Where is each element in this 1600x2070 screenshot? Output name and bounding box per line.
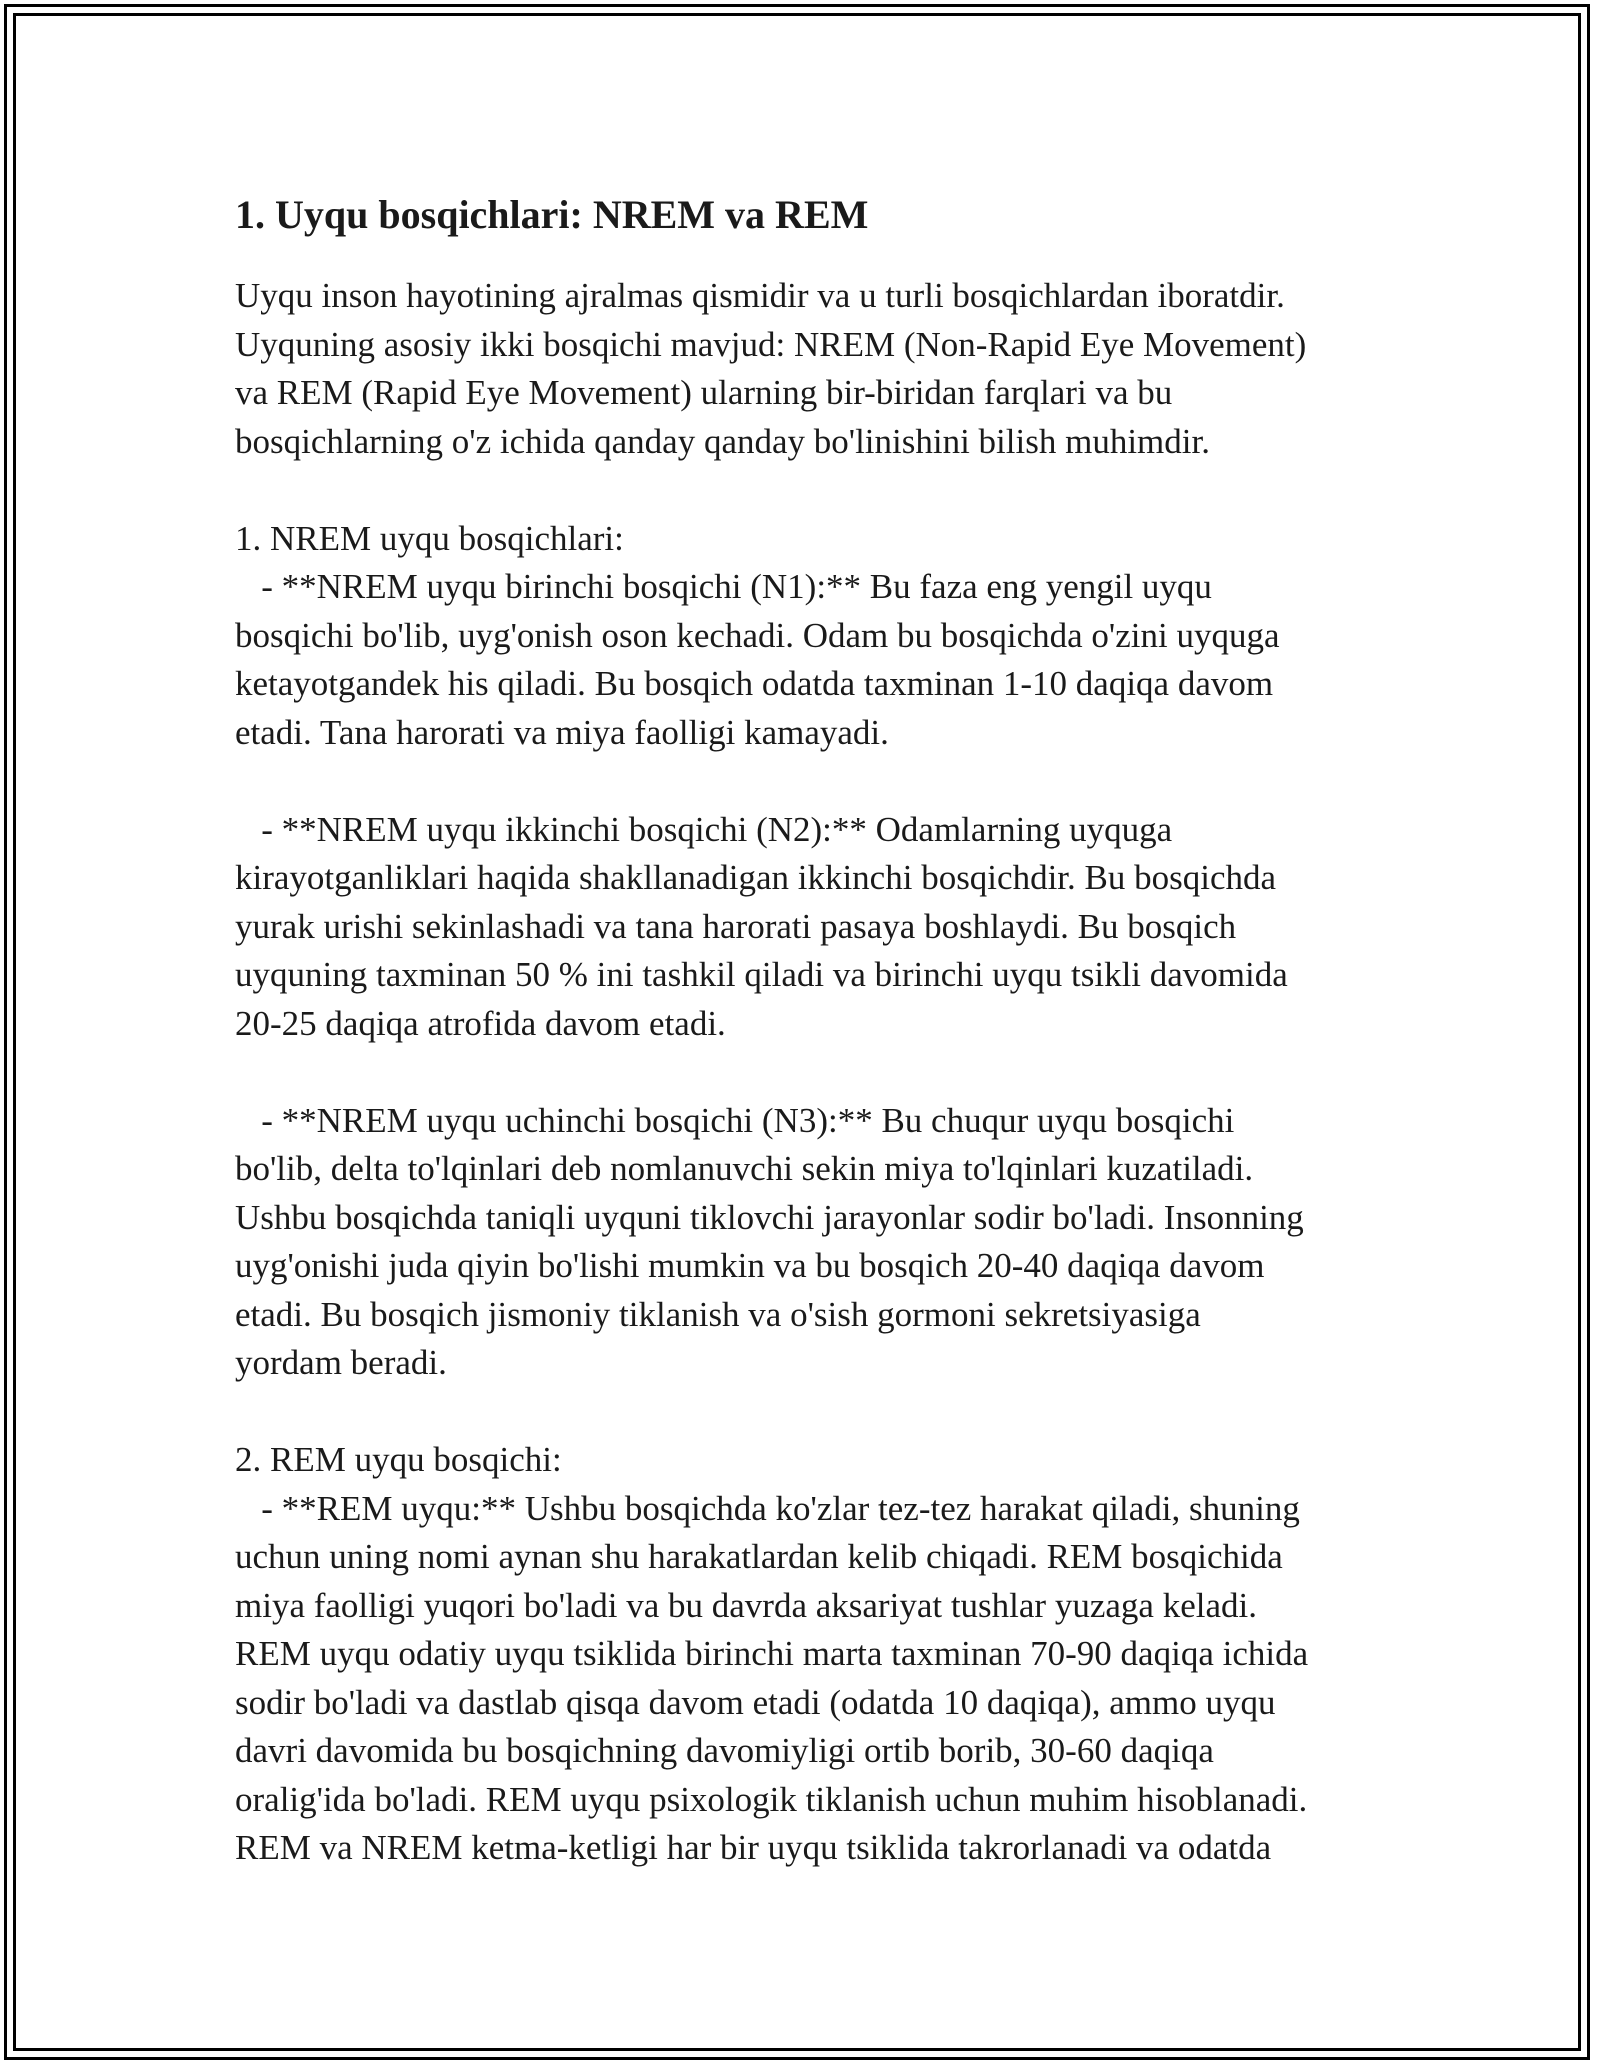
text-line: etadi. Tana harorati va miya faolligi kamayadi. — [235, 712, 889, 752]
text-line: - **NREM uyqu uchinchi bosqichi (N3):** Bu chuqur uyqu bosqichi — [235, 1100, 1235, 1140]
rem-section — [235, 1436, 1375, 1873]
paragraph-spacer — [235, 1048, 1375, 1097]
text-line: uchun uning nomi aynan shu harakatlardan kelib chiqadi. REM bosqichida — [235, 1537, 1283, 1576]
n3-paragraph — [235, 1097, 1375, 1388]
text-line: sodir bo'ladi va dastlab qisqa davom etadi (odatda 10 daqiqa), ammo uyqu — [235, 1682, 1276, 1722]
section-title-rem: 2. REM uyqu bosqichi: — [235, 1440, 562, 1479]
text-line: va REM (Rapid Eye Movement) ularning bir-biridan farqlari va bu — [235, 373, 1173, 412]
paragraph-spacer — [235, 466, 1375, 515]
text-line: Ushbu bosqichda taniqli uyquni tiklovchi jarayonlar sodir bo'ladi. Insonning — [235, 1197, 1304, 1237]
text-line: Uyqu inson hayotining ajralmas qismidir va u turli bosqichlardan iboratdir. — [235, 276, 1285, 315]
text-line: bosqichi bo'lib, uyg'onish oson kechadi. Odam bu bosqichda o'zini uyquga — [235, 615, 1280, 655]
section-title-nrem: 1. NREM uyqu bosqichlari: — [235, 518, 624, 558]
text-line: - **REM uyqu:** Ushbu bosqichda ko'zlar tez-tez harakat qiladi, shuning — [235, 1488, 1300, 1528]
text-line: Uyquning asosiy ikki bosqichi mavjud: NREM (Non-Rapid Eye Movement) — [235, 324, 1307, 364]
n2-paragraph — [235, 806, 1375, 1049]
text-line: bosqichlarning o'z ichida qanday qanday bo'linishini bilish muhimdir. — [235, 421, 1210, 461]
text-line: yordam beradi. — [235, 1343, 447, 1382]
text-line: ketayotgandek his qiladi. Bu bosqich odatda taxminan 1-10 daqiqa davom — [235, 664, 1274, 703]
text-line: - **NREM uyqu birinchi bosqichi (N1):** Bu faza eng yengil uyqu — [235, 567, 1212, 606]
text-line: kirayotganliklari haqida shakllanadigan ikkinchi bosqichdir. Bu bosqichda — [235, 858, 1277, 897]
paragraph-spacer — [235, 757, 1375, 806]
text-line: uyquning taxminan 50 % ini tashkil qiladi va birinchi uyqu tsikli davomida — [235, 955, 1288, 994]
document-body — [235, 188, 1375, 1873]
text-line: miya faolligi yuqori bo'ladi va bu davrda aksariyat tushlar yuzaga keladi. — [235, 1585, 1257, 1625]
text-line: davri davomida bu bosqichning davomiyligi ortib borib, 30-60 daqiqa — [235, 1731, 1214, 1770]
text-line: REM uyqu odatiy uyqu tsiklida birinchi marta taxminan 70-90 daqiqa ichida — [235, 1634, 1309, 1673]
nrem-section — [235, 515, 1375, 758]
intro-paragraph — [235, 272, 1375, 466]
text-line: etadi. Bu bosqich jismoniy tiklanish va o'sish gormoni sekretsiyasiga — [235, 1294, 1201, 1334]
text-line: 20-25 daqiqa atrofida davom etadi. — [235, 1003, 726, 1043]
text-line: bo'lib, delta to'lqinlari deb nomlanuvchi sekin miya to'lqinlari kuzatiladi. — [235, 1149, 1254, 1188]
text-line: REM va NREM ketma-ketligi har bir uyqu tsiklida takrorlanadi va odatda — [235, 1828, 1272, 1867]
text-line: - **NREM uyqu ikkinchi bosqichi (N2):** Odamlarning uyquga — [235, 809, 1173, 849]
paragraph-spacer — [235, 1388, 1375, 1437]
document-heading: 1. Uyqu bosqichlari: NREM va REM — [235, 192, 869, 237]
text-line: uyg'onishi juda qiyin bo'lishi mumkin va bu bosqich 20-40 daqiqa davom — [235, 1246, 1265, 1285]
text-line: yurak urishi sekinlashadi va tana harorati pasaya boshlaydi. Bu bosqich — [235, 906, 1237, 946]
text-line: oralig'ida bo'ladi. REM uyqu psixologik tiklanish uchun muhim hisoblanadi. — [235, 1779, 1308, 1819]
